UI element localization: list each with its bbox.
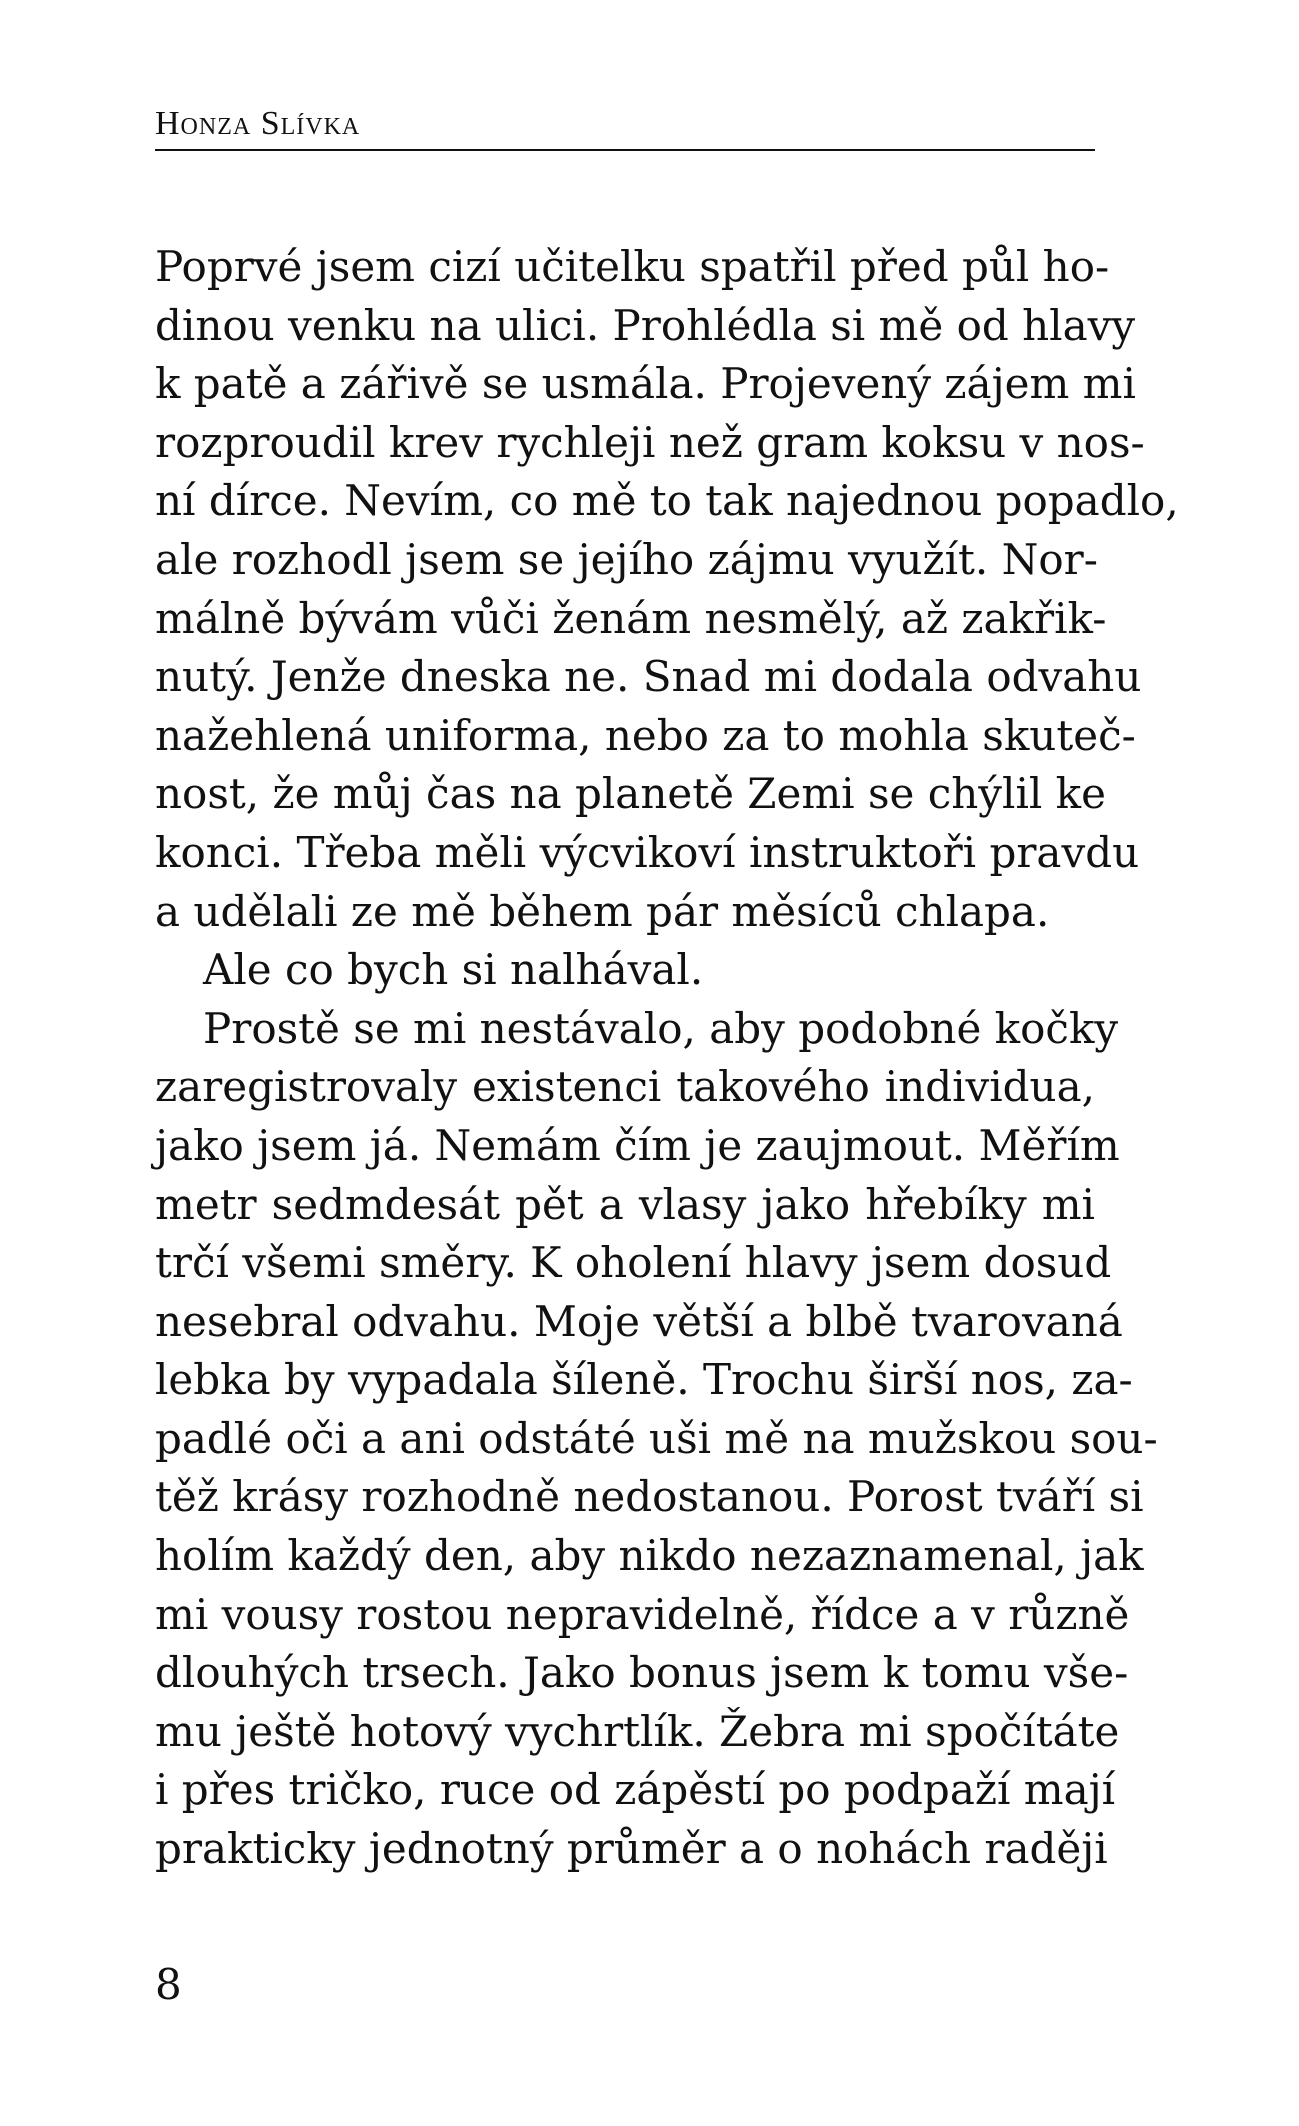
text-line: nažehlená uniforma, nebo za to mohla skuteč- <box>155 710 1136 760</box>
text-line: a udělali ze mě během pár měsíců chlapa. <box>155 886 1050 936</box>
text-line: ní dírce. Nevím, co mě to tak najednou popadlo, <box>155 476 1179 526</box>
header-rule <box>155 149 1095 151</box>
text-line: zaregistrovaly existenci takového individua, <box>155 1062 1095 1112</box>
text-line: Prostě se mi nestávalo, aby podobné kočky <box>203 1003 1119 1053</box>
text-line: Poprvé jsem cizí učitelku spatřil před půl ho- <box>155 242 1110 291</box>
running-head-author: Honza Slívka <box>155 105 361 142</box>
text-line: Ale co bych si nalhával. <box>203 945 704 995</box>
text-line: málně bývám vůči ženám nesmělý, až zakřik- <box>155 593 1107 643</box>
text-line: padlé oči a ani odstáté uši mě na mužskou sou- <box>155 1413 1158 1463</box>
text-line: prakticky jednotný průměr a o nohách raději <box>155 1824 1108 1874</box>
text-line: těž krásy rozhodně nedostanou. Porost tváří si <box>155 1472 1144 1522</box>
text-line: lebka by vypadala šíleně. Trochu širší nos, za- <box>155 1355 1133 1405</box>
text-line: holím každý den, aby nikdo nezaznamenal, jak <box>155 1531 1144 1581</box>
text-line: k patě a zářivě se usmála. Projevený zájem mi <box>155 359 1136 409</box>
text-line: nutý. Jenže dneska ne. Snad mi dodala odvahu <box>155 652 1142 702</box>
text-line: mu ještě hotový vychrtlík. Žebra mi spočítáte <box>155 1706 1120 1756</box>
text-line: metr sedmdesát pět a vlasy jako hřebíky mi <box>155 1179 1095 1229</box>
text-line: trčí všemi směry. K oholení hlavy jsem dosud <box>155 1238 1112 1288</box>
text-line: rozproudil krev rychleji než gram koksu v nos- <box>155 417 1145 467</box>
text-line: i přes tričko, ruce od zápěstí po podpaží mají <box>155 1765 1116 1815</box>
text-line: dlouhých trsech. Jako bonus jsem k tomu vše- <box>155 1648 1129 1698</box>
text-line: mi vousy rostou nepravidelně, řídce a v různě <box>155 1589 1130 1639</box>
text-line: jako jsem já. Nemám čím je zaujmout. Měřím <box>155 1120 1120 1170</box>
text-line: dinou venku na ulici. Prohlédla si mě od hlavy <box>155 300 1136 350</box>
text-line: nesebral odvahu. Moje větší a blbě tvarovaná <box>155 1296 1123 1346</box>
text-line: ale rozhodl jsem se jejího zájmu využít. Nor- <box>155 534 1098 584</box>
body-text <box>155 238 1179 1879</box>
text-line: nost, že můj čas na planetě Zemi se chýlil ke <box>155 769 1106 819</box>
text-line: konci. Třeba měli výcvikoví instruktoři pravdu <box>155 827 1140 877</box>
page-number: 8 <box>155 1960 182 2009</box>
